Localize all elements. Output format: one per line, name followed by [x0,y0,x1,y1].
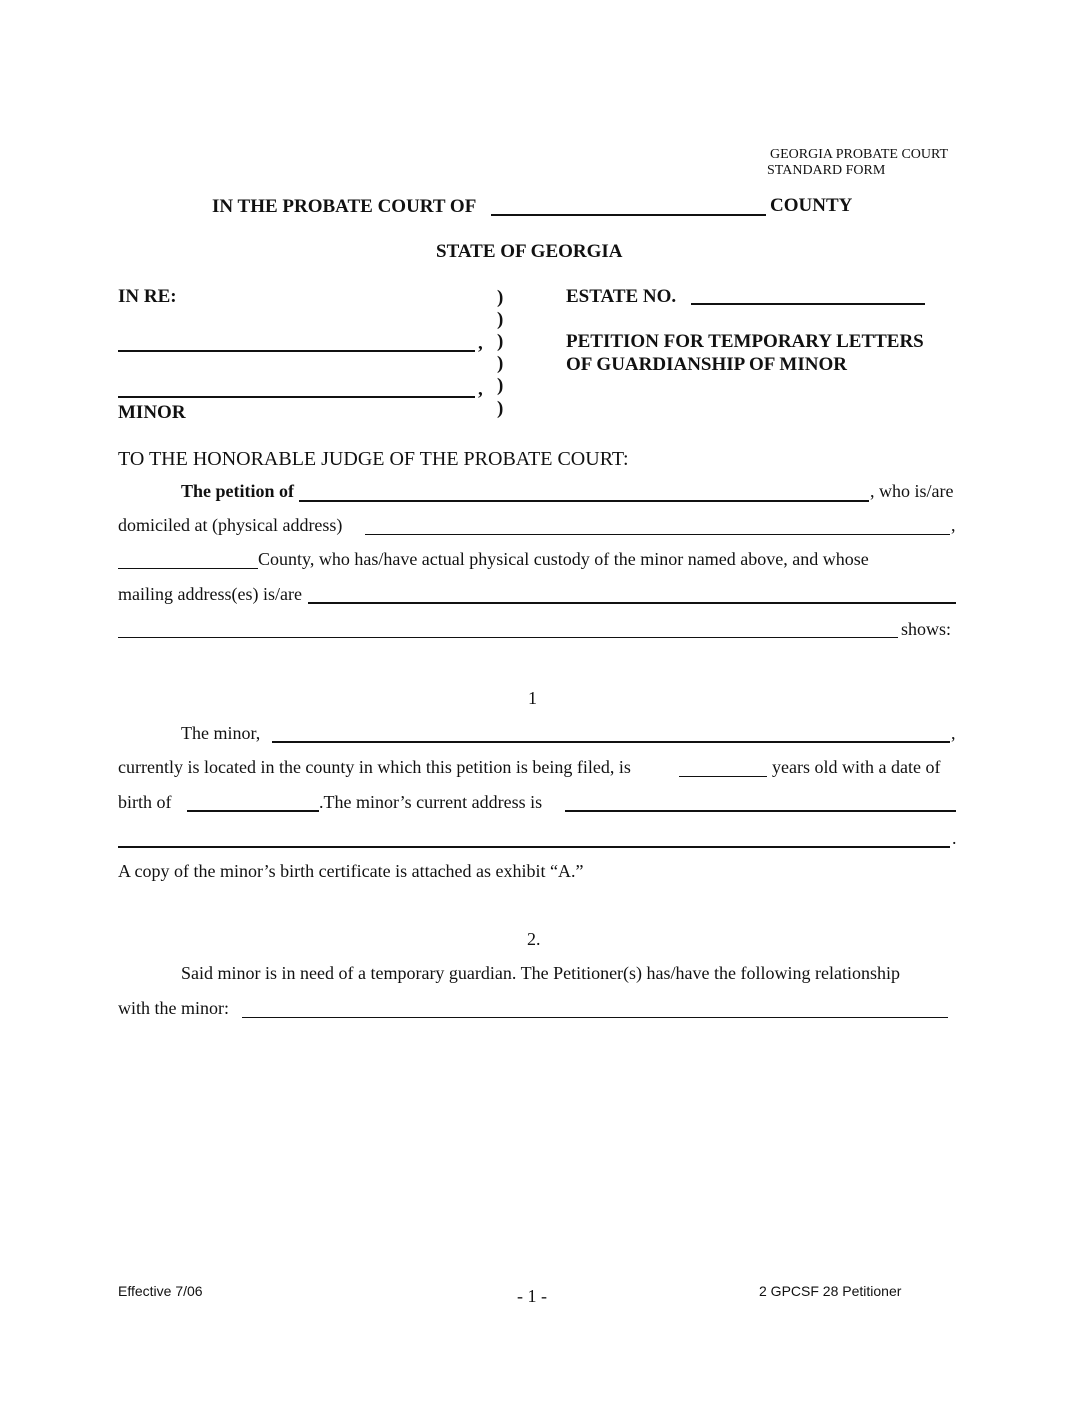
minor-label-2: The minor, [181,723,261,743]
county-name-field[interactable] [491,214,766,216]
who-is-are: , who is/are [870,481,954,501]
caption-paren: ) [497,309,504,330]
caption-paren: ) [497,353,504,374]
birth-certificate-text: A copy of the minor’s birth certificate is attached as exhibit “A.” [118,861,584,881]
period: . [952,828,957,848]
footer-effective: Effective 7/06 [118,1283,203,1299]
minor-label: MINOR [118,402,186,423]
comma-3: , [951,515,956,535]
minor-address-field-2[interactable] [118,846,950,848]
mailing-address-field-2[interactable] [118,637,898,638]
caption-paren: ) [497,398,504,419]
in-re-label: IN RE: [118,286,177,307]
section-1-number: 1 [528,688,537,708]
petition-title-line1: PETITION FOR TEMPORARY LETTERS [566,331,924,352]
section-2-number: 2. [527,929,541,949]
estate-no-label: ESTATE NO. [566,286,677,307]
estate-no-field[interactable] [691,303,925,305]
state-heading: STATE OF GEORGIA [436,241,623,262]
form-type-line1: GEORGIA PROBATE COURT [770,147,949,162]
petition-of-label: The petition of [181,481,295,501]
comma-1: , [478,333,483,354]
petition-title-line2: OF GUARDIANSHIP OF MINOR [566,354,847,375]
comma-4: , [951,723,956,743]
county-custody-text: County, who has/have actual physical custody of the minor named above, and whose [258,549,869,569]
form-type-line2: STANDARD FORM [767,163,886,178]
caption-paren: ) [497,375,504,396]
years-old-text: years old with a date of [772,757,941,777]
birth-of-label: birth of [118,792,172,812]
mailing-label: mailing address(es) is/are [118,584,302,604]
minor-address-field[interactable] [565,810,956,812]
salutation: TO THE HONORABLE JUDGE OF THE PROBATE COURT: [118,448,629,470]
court-suffix: COUNTY [770,195,853,216]
relationship-field[interactable] [242,1017,948,1018]
county-field[interactable] [118,568,258,569]
minor-name-field-2[interactable] [118,396,475,398]
comma-2: , [478,379,483,400]
footer-page-number: - 1 - [517,1286,547,1306]
caption-paren: ) [497,331,504,352]
section-2-line2: with the minor: [118,998,229,1018]
mailing-address-field[interactable] [308,602,956,604]
caption-paren: ) [497,287,504,308]
minor-name-field-3[interactable] [272,741,950,743]
shows-label: shows: [901,619,952,639]
petitioner-name-field[interactable] [299,500,869,502]
minor-name-field-1[interactable] [118,350,475,352]
section-2-line1: Said minor is in need of a temporary guardian. The Petitioner(s) has/have the following relationship [181,963,900,983]
physical-address-field[interactable] [365,534,950,535]
located-text: currently is located in the county in which this petition is being filed, is [118,757,631,777]
court-prefix: IN THE PROBATE COURT OF [212,196,477,217]
current-address-label: .The minor’s current address is [319,792,543,812]
age-field[interactable] [679,776,767,777]
date-of-birth-field[interactable] [187,810,319,812]
domiciled-label: domiciled at (physical address) [118,515,343,535]
footer-form-id: 2 GPCSF 28 Petitioner [759,1283,902,1299]
